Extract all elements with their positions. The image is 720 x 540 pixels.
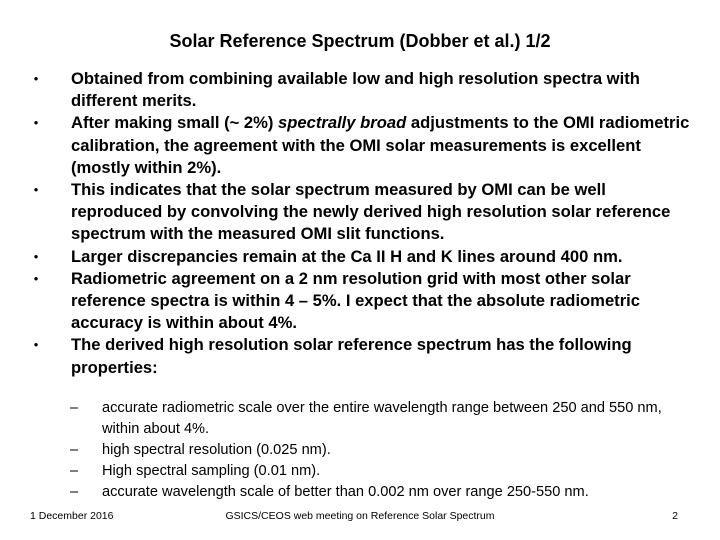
bullet-item xyxy=(30,268,690,335)
sub-bullet-item xyxy=(70,440,690,461)
bullet-marker: • xyxy=(33,71,39,86)
bullet-marker: • xyxy=(33,115,39,131)
sub-bullet-text: high spectral resolution (0.025 nm). xyxy=(102,442,331,458)
sub-bullet-marker: – xyxy=(70,484,79,500)
bullet-text: Radiometric agreement on a 2 nm resolution grid with most other solar reference spectra is within 4 – 5%. I expect that the absolute radiometric accuracy is within about 4%. xyxy=(71,268,640,333)
sub-bullet-item xyxy=(70,482,690,503)
sub-bullet-text: accurate radiometric scale over the entire wavelength range between 250 and 550 nm, within about 4%. xyxy=(102,400,662,437)
sub-bullet-list xyxy=(70,398,690,503)
sub-bullet-text: accurate wavelength scale of better than 0.002 nm over range 250-550 nm. xyxy=(102,484,589,500)
bullet-item xyxy=(30,112,690,179)
sub-bullet-item xyxy=(70,461,690,482)
bullet-item xyxy=(30,68,690,112)
bullet-item xyxy=(30,334,690,378)
sub-bullet-text: High spectral sampling (0.01 nm). xyxy=(102,463,321,479)
bullet-marker: • xyxy=(33,248,39,264)
bullet-text-post: adjustments to the OMI radiometric calibration, the agreement with the OMI solar measurements is excellent (mostly within 2%). xyxy=(71,113,690,177)
sub-bullet-item xyxy=(70,398,690,440)
bullet-marker: • xyxy=(33,270,39,286)
bullet-item xyxy=(30,246,690,268)
bullet-text-pre: After making small (~ 2%) xyxy=(71,113,279,133)
bullet-item xyxy=(30,179,690,246)
bullet-marker: • xyxy=(33,337,39,353)
bullet-text: The derived high resolution solar reference spectrum has the following properties: xyxy=(71,335,632,377)
bullet-list xyxy=(30,68,690,379)
footer-date: 1 December 2016 xyxy=(30,510,114,522)
sub-bullet-marker: – xyxy=(70,442,79,458)
bullet-text xyxy=(71,113,689,176)
slide-title: Solar Reference Spectrum (Dobber et al.) 1/2 xyxy=(169,31,551,51)
footer-event: GSICS/CEOS web meeting on Reference Solar Spectrum xyxy=(225,510,495,522)
bullet-text: This indicates that the solar spectrum measured by OMI can be well reproduced by convolving the newly derived high resolution solar reference spectrum with the measured OMI slit functions. xyxy=(71,180,671,244)
page-number: 2 xyxy=(672,510,678,522)
bullet-text: Larger discrepancies remain at the Ca II H and K lines around 400 nm. xyxy=(71,246,623,266)
bullet-marker: • xyxy=(33,182,39,198)
bullet-text-emphasis: spectrally broad xyxy=(278,113,407,133)
sub-bullet-marker: – xyxy=(70,463,79,479)
bullet-text: Obtained from combining available low and high resolution spectra with different merits. xyxy=(71,69,640,111)
sub-bullet-marker: – xyxy=(70,400,79,416)
